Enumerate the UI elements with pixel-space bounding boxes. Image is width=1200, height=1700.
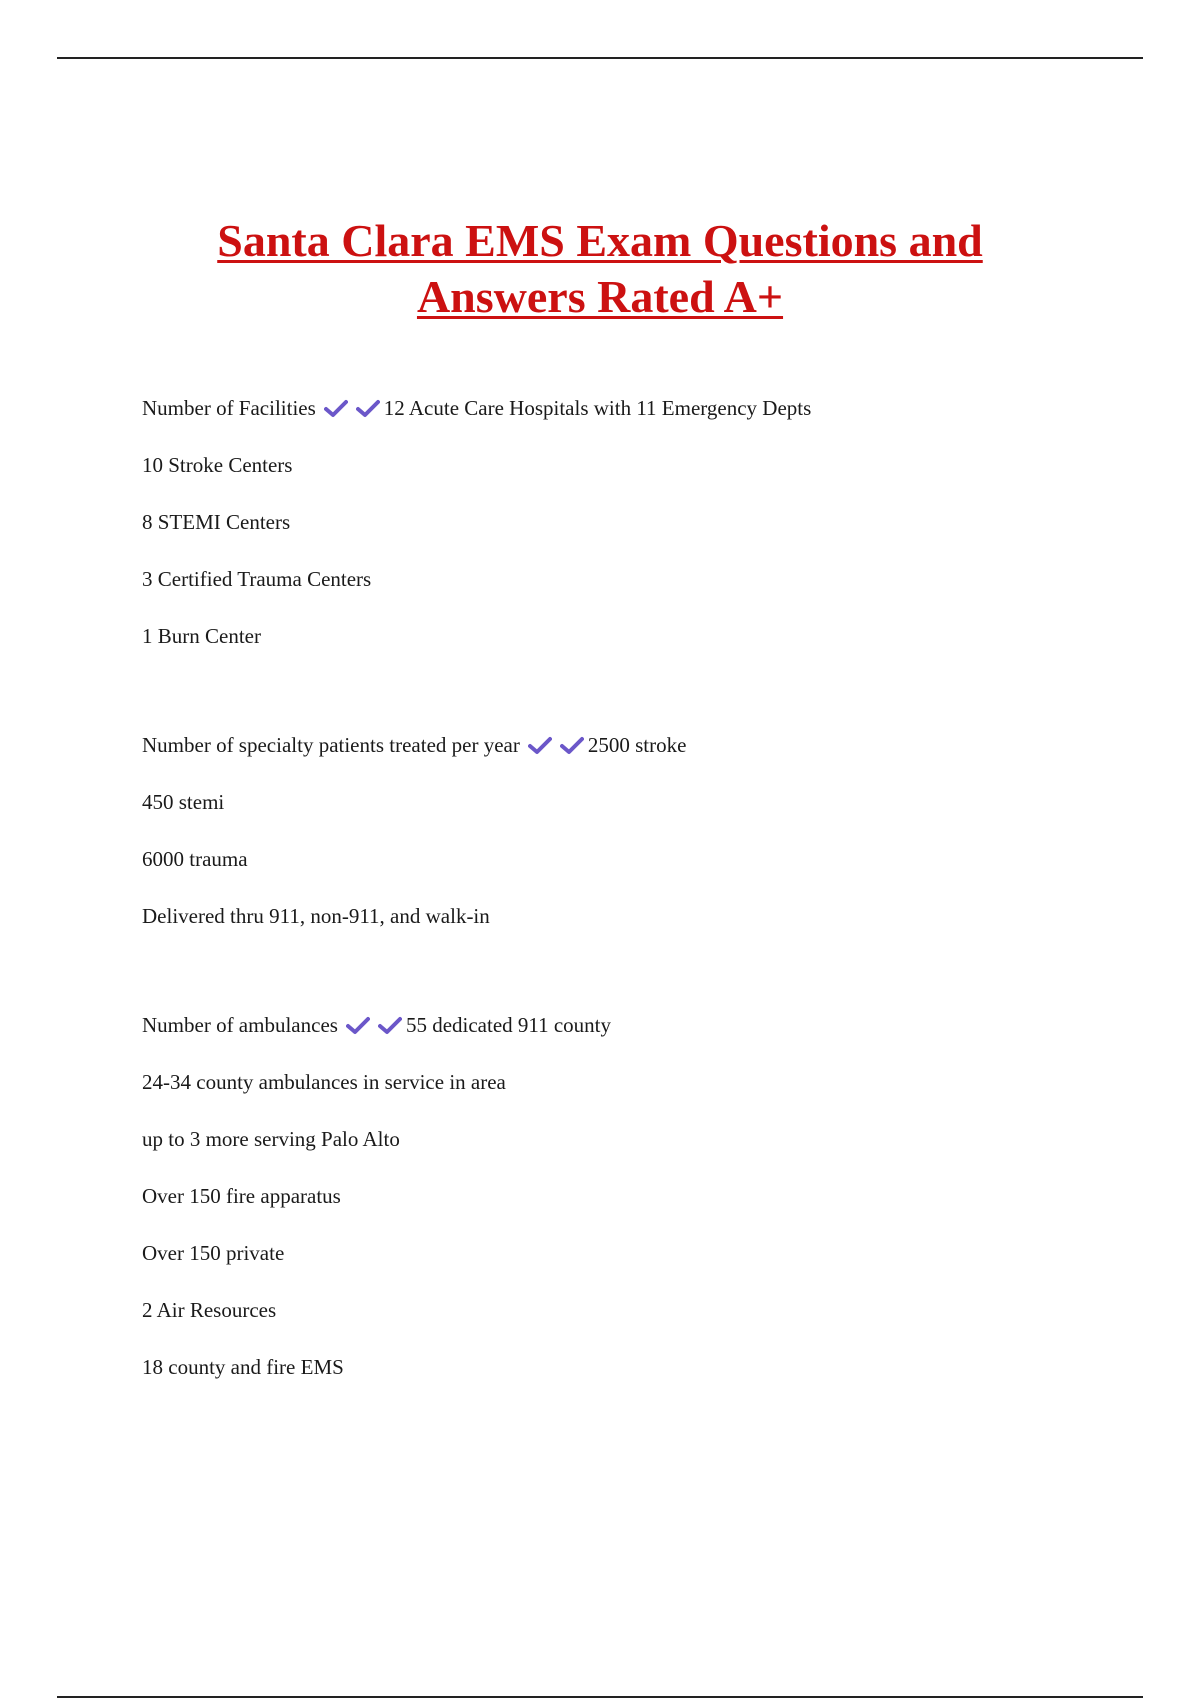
check-icon — [528, 736, 552, 756]
double-check-icons — [324, 399, 380, 424]
answer-line: 1 Burn Center — [142, 624, 261, 648]
top-rule — [57, 57, 1143, 59]
answer-line: 3 Certified Trauma Centers — [142, 567, 372, 591]
question-text: Number of specialty patients treated per year — [142, 733, 520, 757]
answer-line: 18 county and fire EMS — [142, 1355, 344, 1379]
double-check-icons — [528, 736, 584, 761]
answer-line: 8 STEMI Centers — [142, 510, 291, 534]
bottom-rule — [57, 1696, 1143, 1698]
section-gap — [142, 681, 1142, 733]
answer-text: 2500 stroke — [587, 733, 687, 757]
answer-line: 6000 trauma — [142, 847, 248, 871]
answer-line: Over 150 private — [142, 1241, 285, 1265]
question-text: Number of ambulances — [142, 1013, 338, 1037]
double-check-icons — [346, 1016, 402, 1041]
qa-item-specialty-patients — [142, 733, 1142, 757]
qa-content — [142, 396, 1142, 1412]
check-icon — [378, 1016, 402, 1036]
check-icon — [346, 1016, 370, 1036]
answer-line: 2 Air Resources — [142, 1298, 277, 1322]
answer-line: 24-34 county ambulances in service in area — [142, 1070, 506, 1094]
qa-item-ambulances — [142, 1013, 1142, 1037]
title-line-2: Answers Rated A+ — [416, 271, 784, 322]
check-icon — [324, 399, 348, 419]
question-text: Number of Facilities — [142, 396, 316, 420]
answer-text: 12 Acute Care Hospitals with 11 Emergency Depts — [383, 396, 812, 420]
title-line-1: Santa Clara EMS Exam Questions and — [217, 215, 983, 266]
answer-line: Delivered thru 911, non-911, and walk-in — [142, 904, 490, 928]
section-gap — [142, 961, 1142, 1013]
answer-line: 450 stemi — [142, 790, 225, 814]
answer-line: 10 Stroke Centers — [142, 453, 293, 477]
page-title — [0, 213, 1200, 325]
check-icon — [560, 736, 584, 756]
check-icon — [356, 399, 380, 419]
answer-line: up to 3 more serving Palo Alto — [142, 1127, 400, 1151]
qa-item-facilities — [142, 396, 1142, 420]
answer-line: Over 150 fire apparatus — [142, 1184, 341, 1208]
answer-text: 55 dedicated 911 county — [405, 1013, 612, 1037]
